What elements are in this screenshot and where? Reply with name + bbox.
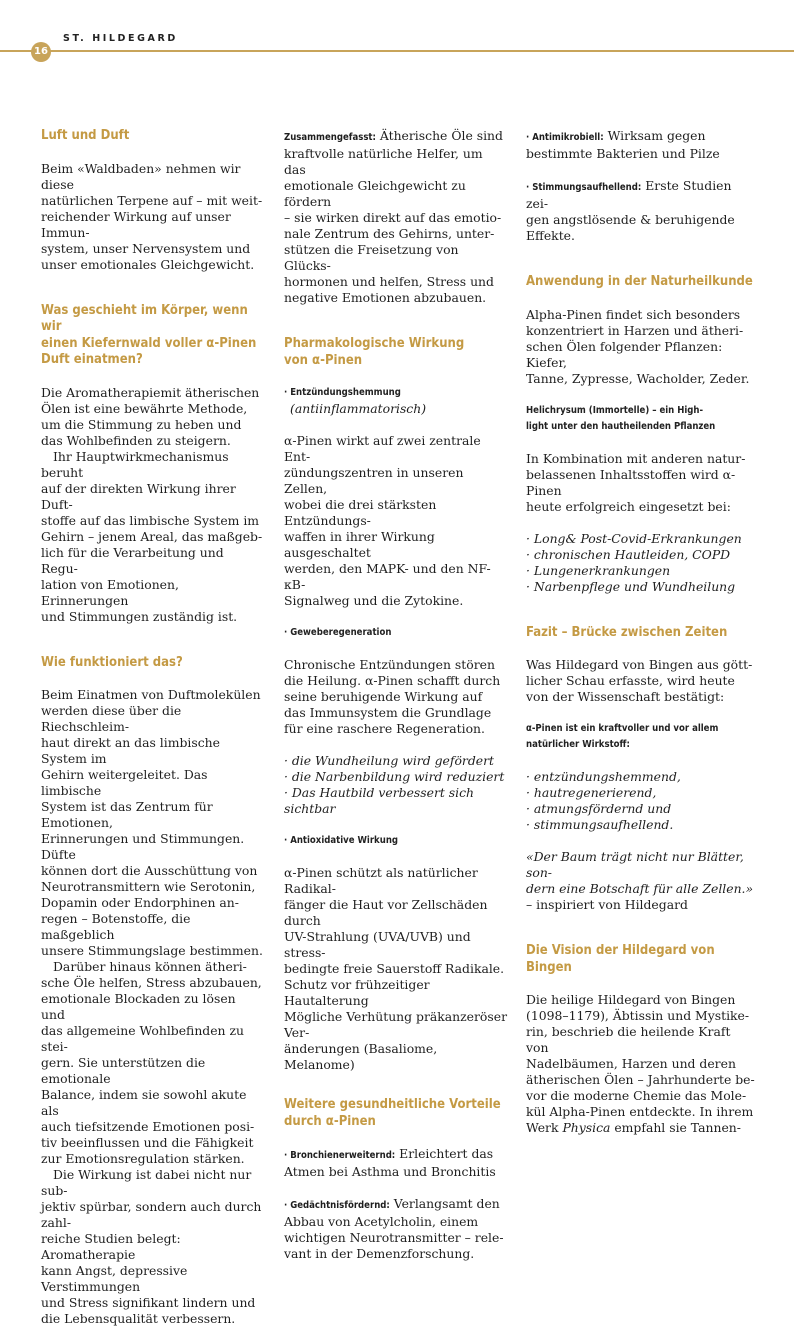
benefit-mood xyxy=(526,178,756,244)
section-heading-luft-und-duft: Luft und Duft xyxy=(41,128,130,143)
benefit-label: · Stimmungsaufhellend: xyxy=(526,182,642,193)
benefit-text: Verlangsamt den Abbau von Acetylcholin, einem wichtigen Neurotransmitter – rele- vant in der Demenzforschung. xyxy=(284,1196,504,1261)
section-heading-naturheilkunde: Anwendung in der Naturheilkunde xyxy=(526,274,753,289)
section-heading-benefits: Weitere gesundheitliche Vorteile durch α-Pinen xyxy=(284,1097,501,1129)
subheading-inflammation: · Entzündungshemmung xyxy=(284,387,401,398)
benefit-text: Wirksam gegen bestimmte Bakterien und Pilze xyxy=(526,128,720,161)
benefit-antimicrobial xyxy=(526,128,756,162)
paragraph: In Kombination mit anderen natur- belassenen Inhaltsstoffen wird α-Pinen heute erfolgreich eingesetzt bei: xyxy=(526,450,746,514)
paragraph xyxy=(526,992,756,1136)
subheading-helichrysum: Helichrysum (Immortelle) – ein High- light unter den hautheilenden Pflanzen xyxy=(526,404,716,432)
summary-paragraph xyxy=(284,128,508,306)
benefit-bronchi xyxy=(284,1146,508,1180)
list-item: · chronischen Hautleiden, COPD xyxy=(526,546,731,562)
section-heading-pharma: Pharmakologische Wirkung von α-Pinen xyxy=(284,336,465,368)
section-heading-fazit: Fazit – Brücke zwischen Zeiten xyxy=(526,624,728,640)
application-list xyxy=(526,531,756,595)
list-item: · hautregenerierend, xyxy=(526,785,657,800)
paragraph: Darüber hinaus können ätheri- sche Öle helfen, Stress abzubauen, emotionale Blockaden zu lösen und das allgemeine Wohlbefinden zu stei- gern. Sie unterstützen die emotionale Balance, indem sie sowohl akute als auch tiefsitzende Emotionen posi- tiv beeinflussen und die Fähigkeit zur Emotionsregulation stärken. xyxy=(41,959,262,1166)
list-item: · Lungenerkrankungen xyxy=(526,562,671,578)
paragraph: Beim Einatmen von Duftmolekülen werden diese über die Riechschleim- haut direkt an das limbische System im Gehirn weitergeleitet. Das limbische System ist das Zentrum für Emotionen, Erinnerungen und Stimmungen. Düfte können dort die Ausschüttung von Neurotransmittern wie Serotonin, Dopamin oder Endorphinen an- regen – Botenstoffe, die maßgeblich unsere Stimmungslage bestimmen. xyxy=(41,687,263,958)
section-heading-funktion: Wie funktioniert das? xyxy=(41,654,183,670)
benefit-label: · Antimikrobiell: xyxy=(526,132,604,143)
benefit-text: Erleichtert das Atmen bei Asthma und Bronchitis xyxy=(284,1146,496,1179)
column-1 xyxy=(41,128,263,1327)
benefit-label: · Gedächtnisfördernd: xyxy=(284,1200,390,1211)
list-item: · stimmungsaufhellend. xyxy=(526,817,674,832)
paragraph: Was Hildegard von Bingen aus gött- licher Schau erfasste, wird heute von der Wissenschaft bestätigt: xyxy=(526,657,753,704)
running-title: ST. HILDEGARD xyxy=(63,33,178,44)
subheading-antioxidant: · Antioxidative Wirkung xyxy=(284,835,399,846)
summary-text: Ätherische Öle sind kraftvolle natürliche Helfer, um das emotionale Gleichgewicht zu fördern – sie wirken direkt auf das emotio- nale Zentrum des Gehirns, unter- stützen die Freisetzung von Glücks- hormonen und helfen, Stress und negative Emotionen abzubauen. xyxy=(284,128,503,305)
subheading-alpha-pinen: α-Pinen ist ein kraftvoller und vor allem natürlicher Wirkstoff: xyxy=(526,723,719,750)
list-item: · Das Hautbild verbessert sich sichtbar xyxy=(284,785,475,816)
paragraph-text: Die heilige Hildegard von Bingen (1098–1179), Äbtissin und Mystike- rin, beschrieb die heilende Kraft von Nadelbäumen, Harzen und deren ätherischen Ölen – Jahrhunderte be- vor die moderne Chemie das Mole- kül Alpha-Pinen entdeckte. In ihrem Werk xyxy=(526,992,755,1135)
list-item: · Long& Post-Covid-Erkrankungen xyxy=(526,530,742,546)
subheading-note: (antiinflammatorisch) xyxy=(290,401,427,416)
list-item: · atmungsfördernd und xyxy=(526,801,672,816)
header-rule xyxy=(0,50,794,52)
paragraph-text: empfahl sie Tannen- xyxy=(610,1120,741,1135)
section-heading-vision: Die Vision der Hildegard von Bingen xyxy=(526,943,715,975)
subheading-regeneration: · Geweberegeneration xyxy=(284,627,392,638)
paragraph: Ihr Hauptwirkmechanismus beruht auf der direkten Wirkung ihrer Duft- stoffe auf das limbische System im Gehirn – jenem Areal, das maßgeb- lich für die Verarbeitung und Regu- lation von Emotionen, Erinnerungen und Stimmungen zuständig ist. xyxy=(41,448,263,624)
paragraph: Die Wirkung ist dabei nicht nur sub- jektiv spürbar, sondern auch durch zahl- reiche Studien belegt: Aromatherapie kann Angst, depressive Verstimmungen und Stress signifikant lindern und die Lebensqualität verbessern. xyxy=(41,1167,262,1326)
paragraph: Beim «Waldbaden» nehmen wir diese natürlichen Terpene auf – mit weit- reichender Wirkung auf unser Immun- system, unser Nervensystem und unser emotionales Gleichgewicht. xyxy=(41,160,263,272)
list-item: · entzündungshemmend, xyxy=(526,769,681,784)
page-number-badge: 16 xyxy=(31,42,51,62)
list-item: · die Wundheilung wird gefördert xyxy=(284,753,494,768)
benefit-label: · Bronchienerweiternd: xyxy=(284,1150,396,1161)
work-title: Physica xyxy=(562,1120,611,1135)
paragraph: Alpha-Pinen findet sich besonders konzentriert in Harzen und ätheri- schen Ölen folgender Pflanzen: Kiefer, Tanne, Zypresse, Wacholder, Zeder. xyxy=(526,306,750,386)
benefit-memory xyxy=(284,1196,508,1262)
list-item: · die Narbenbildung wird reduziert xyxy=(284,769,505,784)
regeneration-list xyxy=(284,753,508,817)
quote-credit: – inspiriert von Hildegard xyxy=(526,897,688,912)
paragraph: α-Pinen schützt als natürlicher Radikal- fänger die Haut vor Zellschäden durch UV-Strahlung (UVA/UVB) und stress- bedingte freie Sauerstoff Radikale. Schutz vor frühzeitiger Hautalterung Mögliche Verhütung präkanzeröser Ver- änderungen (Basaliome, Melanome) xyxy=(284,865,508,1072)
column-3 xyxy=(526,128,756,1136)
section-heading-koerper: Was geschieht im Körper, wenn wir einen Kiefernwald voller α-Pinen Duft einatmen? xyxy=(41,302,257,367)
benefit-text: Erste Studien zei- gen angstlösende & beruhigende Effekte. xyxy=(526,178,735,243)
summary-label: Zusammengefasst: xyxy=(284,132,376,143)
quote: «Der Baum trägt nicht nur Blätter, son- dern eine Botschaft für alle Zellen.» xyxy=(526,849,754,896)
column-2 xyxy=(284,128,508,1262)
paragraph: α-Pinen wirkt auf zwei zentrale Ent- zündungszentren in unseren Zellen, wobei die drei stärksten Entzündungs- waffen in ihrer Wirkung ausgeschaltet werden, den MAPK- und den NF-κB- Signalweg und die Zytokine. xyxy=(284,433,491,608)
list-item: · Narbenpflege und Wundheilung xyxy=(526,578,736,594)
paragraph: Chronische Entzündungen stören die Heilung. α-Pinen schafft durch seine beruhigende Wirkung auf das Immunsystem die Grundlage für eine raschere Regeneration. xyxy=(284,657,501,736)
paragraph: Die Aromatherapiemit ätherischen Ölen ist eine bewährte Methode, um die Stimmung zu heben und das Wohlbefinden zu steigern. xyxy=(41,384,260,448)
effects-list xyxy=(526,769,756,833)
